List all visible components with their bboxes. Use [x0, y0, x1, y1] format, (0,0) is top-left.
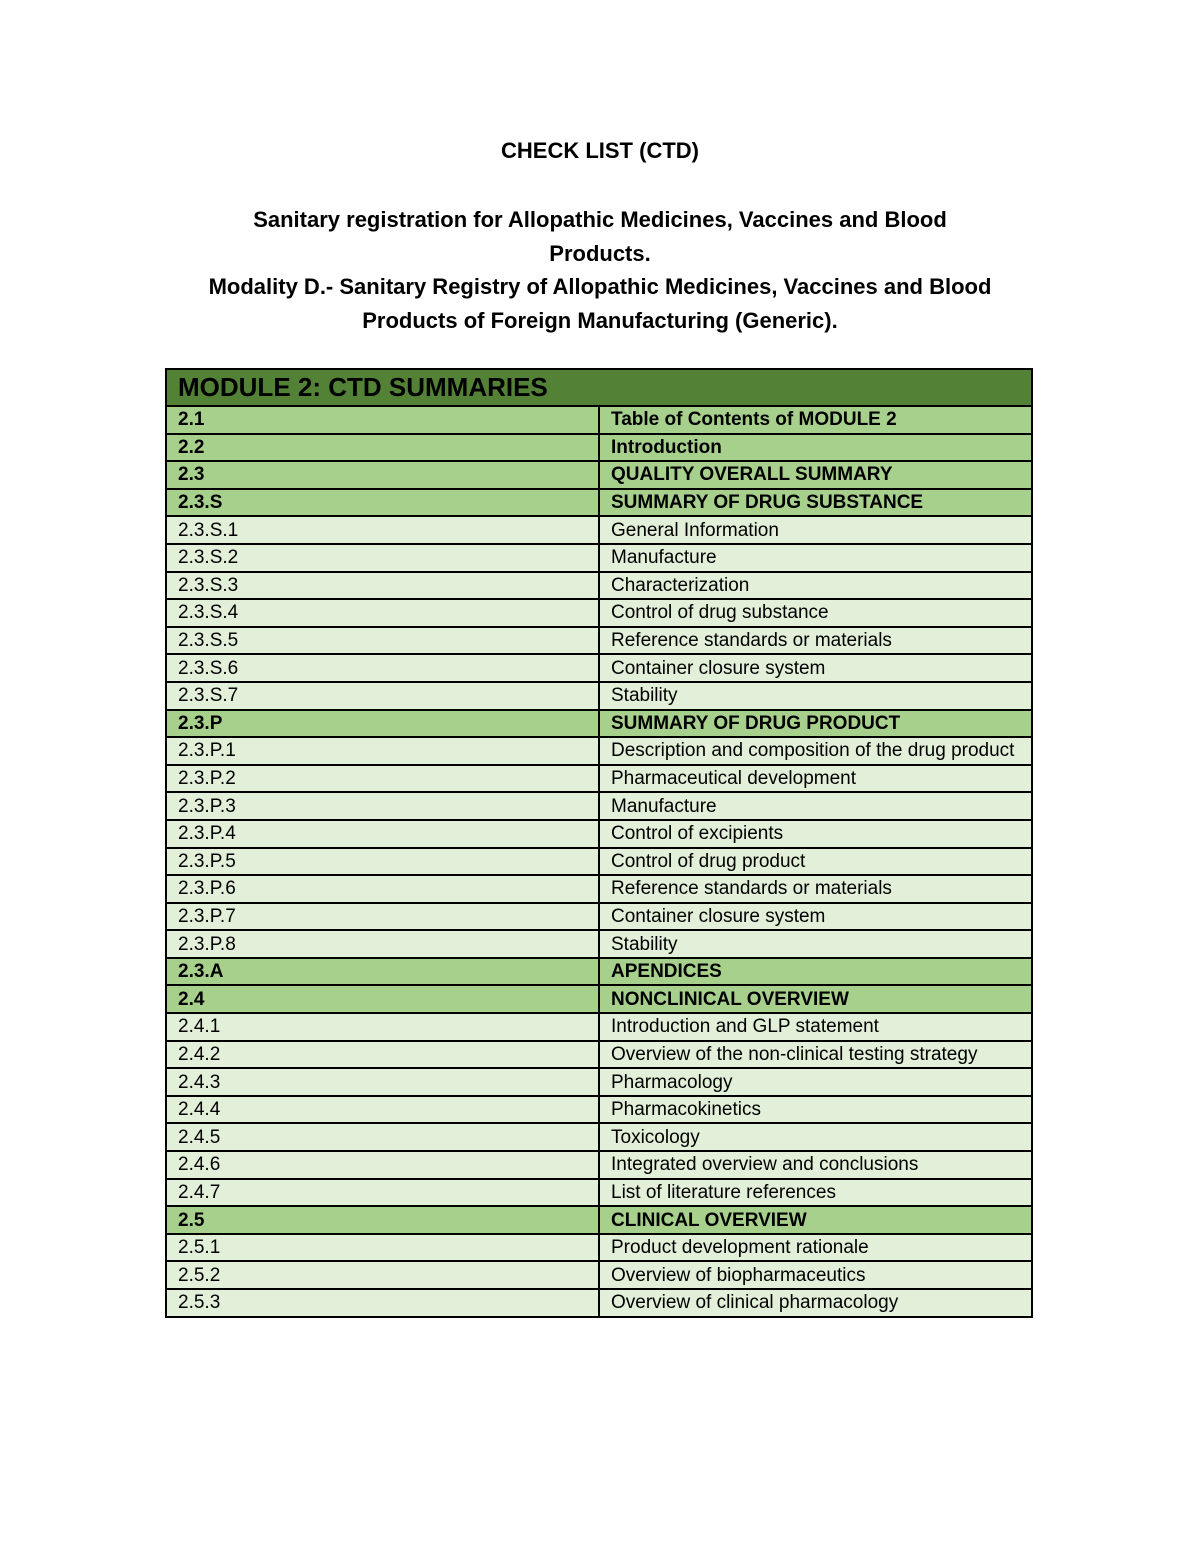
row-code-cell: 2.1: [166, 406, 599, 434]
row-label-cell: Reference standards or materials: [599, 627, 1032, 655]
row-code-cell: 2.3.S: [166, 489, 599, 517]
row-code-cell: 2.4.7: [166, 1179, 599, 1207]
row-code-cell: 2.3.S.2: [166, 544, 599, 572]
row-code-cell: 2.4.4: [166, 1096, 599, 1124]
row-label-cell: APENDICES: [599, 958, 1032, 986]
item-row: [166, 1096, 1032, 1124]
item-row: [166, 1068, 1032, 1096]
item-row: [166, 930, 1032, 958]
item-row: [166, 1013, 1032, 1041]
item-row: [166, 544, 1032, 572]
document-subtitle: [200, 203, 1000, 337]
row-code-cell: 2.3.P.1: [166, 737, 599, 765]
row-code-cell: 2.3.P.3: [166, 792, 599, 820]
row-label-cell: NONCLINICAL OVERVIEW: [599, 985, 1032, 1013]
row-label-cell: QUALITY OVERALL SUMMARY: [599, 461, 1032, 489]
row-code-cell: 2.5.3: [166, 1289, 599, 1317]
row-label-cell: Reference standards or materials: [599, 875, 1032, 903]
row-label-cell: Table of Contents of MODULE 2: [599, 406, 1032, 434]
row-label-cell: Manufacture: [599, 544, 1032, 572]
item-row: [166, 1234, 1032, 1262]
row-code-cell: 2.4: [166, 985, 599, 1013]
row-label-cell: Control of excipients: [599, 820, 1032, 848]
row-label-cell: Pharmacokinetics: [599, 1096, 1032, 1124]
document-title: CHECK LIST (CTD): [501, 138, 699, 163]
item-row: [166, 627, 1032, 655]
section-row: [166, 461, 1032, 489]
row-label-cell: CLINICAL OVERVIEW: [599, 1206, 1032, 1234]
row-code-cell: 2.3.A: [166, 958, 599, 986]
row-label-cell: Characterization: [599, 572, 1032, 600]
row-code-cell: 2.4.2: [166, 1041, 599, 1069]
item-row: [166, 572, 1032, 600]
module-header-row: [166, 369, 1032, 406]
row-code-cell: 2.4.6: [166, 1151, 599, 1179]
row-label-cell: Container closure system: [599, 654, 1032, 682]
row-label-cell: Control of drug product: [599, 848, 1032, 876]
row-code-cell: 2.3.S.1: [166, 516, 599, 544]
section-row: [166, 958, 1032, 986]
row-label-cell: Introduction: [599, 434, 1032, 462]
checklist-table-body: [166, 369, 1032, 1317]
item-row: [166, 1041, 1032, 1069]
item-row: [166, 737, 1032, 765]
row-label-cell: Pharmacology: [599, 1068, 1032, 1096]
row-code-cell: 2.3.S.4: [166, 599, 599, 627]
ctd-checklist-table: [165, 368, 1033, 1318]
row-code-cell: 2.3.S.3: [166, 572, 599, 600]
section-row: [166, 1206, 1032, 1234]
row-code-cell: 2.3.S.5: [166, 627, 599, 655]
item-row: [166, 903, 1032, 931]
subtitle-line-registration: Sanitary registration for Allopathic Medicines, Vaccines and Blood Products.: [253, 207, 947, 266]
row-label-cell: Overview of the non-clinical testing strategy: [599, 1041, 1032, 1069]
section-row: [166, 985, 1032, 1013]
section-row: [166, 434, 1032, 462]
row-label-cell: Toxicology: [599, 1123, 1032, 1151]
row-label-cell: Stability: [599, 682, 1032, 710]
item-row: [166, 875, 1032, 903]
row-code-cell: 2.5.1: [166, 1234, 599, 1262]
row-code-cell: 2.3.P.6: [166, 875, 599, 903]
row-label-cell: General Information: [599, 516, 1032, 544]
row-label-cell: Pharmaceutical development: [599, 765, 1032, 793]
item-row: [166, 1289, 1032, 1317]
row-label-cell: SUMMARY OF DRUG PRODUCT: [599, 710, 1032, 738]
row-label-cell: SUMMARY OF DRUG SUBSTANCE: [599, 489, 1032, 517]
item-row: [166, 820, 1032, 848]
section-row: [166, 710, 1032, 738]
section-row: [166, 489, 1032, 517]
row-code-cell: 2.3.P.5: [166, 848, 599, 876]
row-label-cell: List of literature references: [599, 1179, 1032, 1207]
row-code-cell: 2.2: [166, 434, 599, 462]
row-label-cell: Overview of clinical pharmacology: [599, 1289, 1032, 1317]
item-row: [166, 1151, 1032, 1179]
row-code-cell: 2.3.P.8: [166, 930, 599, 958]
row-label-cell: Control of drug substance: [599, 599, 1032, 627]
row-code-cell: 2.4.3: [166, 1068, 599, 1096]
item-row: [166, 792, 1032, 820]
row-code-cell: 2.5.2: [166, 1261, 599, 1289]
row-label-cell: Integrated overview and conclusions: [599, 1151, 1032, 1179]
row-code-cell: 2.4.5: [166, 1123, 599, 1151]
row-code-cell: 2.4.1: [166, 1013, 599, 1041]
section-row: [166, 406, 1032, 434]
item-row: [166, 516, 1032, 544]
module-header-cell: MODULE 2: CTD SUMMARIES: [166, 369, 1032, 406]
row-label-cell: Manufacture: [599, 792, 1032, 820]
row-code-cell: 2.3.P.4: [166, 820, 599, 848]
subtitle-line-modality: Modality D.- Sanitary Registry of Allopathic Medicines, Vaccines and Blood Products of Foreign Manufacturing (Generic).: [208, 274, 992, 333]
row-code-cell: 2.3.S.6: [166, 654, 599, 682]
item-row: [166, 1123, 1032, 1151]
item-row: [166, 654, 1032, 682]
item-row: [166, 848, 1032, 876]
row-label-cell: Product development rationale: [599, 1234, 1032, 1262]
row-label-cell: Stability: [599, 930, 1032, 958]
row-code-cell: 2.5: [166, 1206, 599, 1234]
item-row: [166, 599, 1032, 627]
item-row: [166, 682, 1032, 710]
item-row: [166, 1261, 1032, 1289]
row-label-cell: Overview of biopharmaceutics: [599, 1261, 1032, 1289]
row-label-cell: Introduction and GLP statement: [599, 1013, 1032, 1041]
item-row: [166, 765, 1032, 793]
row-code-cell: 2.3.P.2: [166, 765, 599, 793]
row-code-cell: 2.3.P: [166, 710, 599, 738]
row-code-cell: 2.3: [166, 461, 599, 489]
item-row: [166, 1179, 1032, 1207]
row-code-cell: 2.3.P.7: [166, 903, 599, 931]
row-label-cell: Container closure system: [599, 903, 1032, 931]
row-code-cell: 2.3.S.7: [166, 682, 599, 710]
row-label-cell: Description and composition of the drug product: [599, 737, 1032, 765]
